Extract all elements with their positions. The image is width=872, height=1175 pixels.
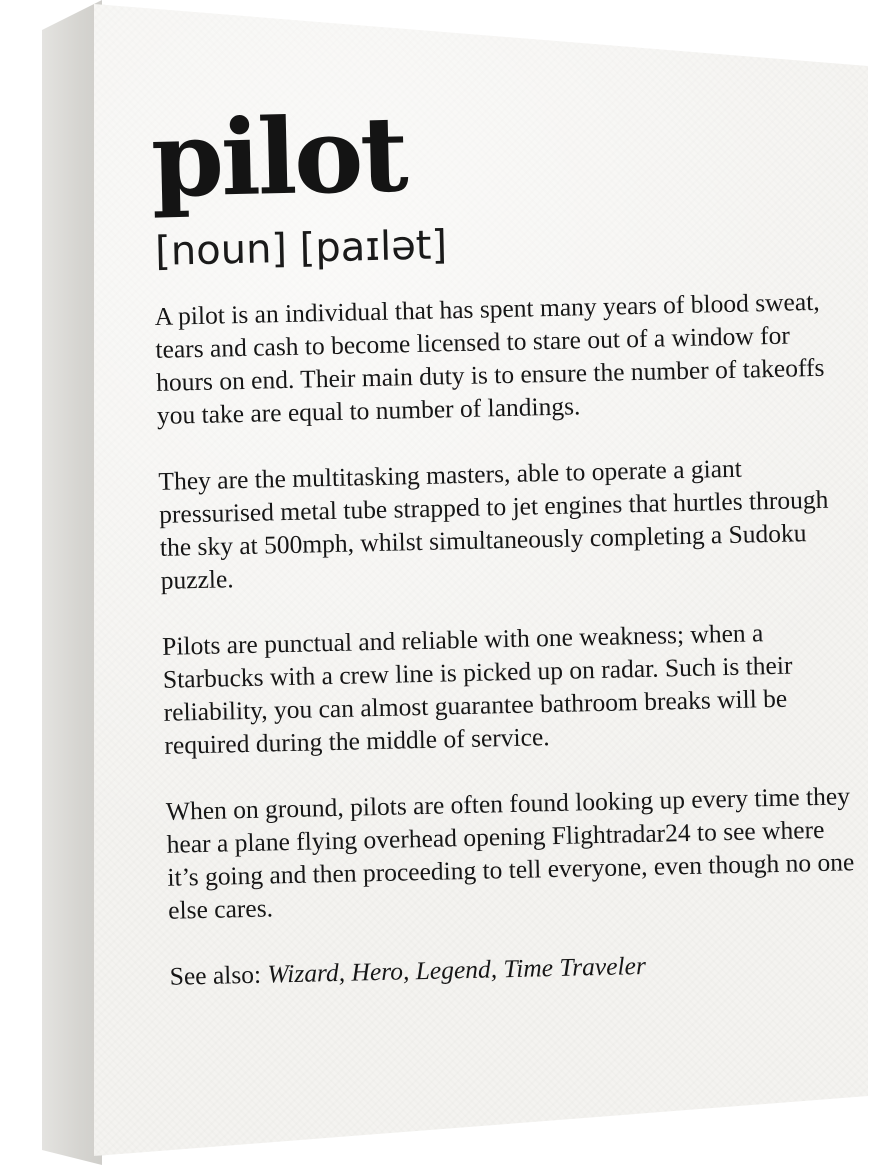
definition-paragraph-1: A pilot is an individual that has spent many years of blood sweat, tears and cash to become licensed to stare out of a window for hours on end. Their main duty is to ensure the number of takeoffs you take are equal to number of landings. <box>154 286 825 430</box>
definition-paragraph-3: Pilots are punctual and reliable with one weakness; when a Starbucks with a crew line is picked up on radar. Such is their reliability, you can almost guarantee bathroom breaks will be required during the middle of service. <box>161 618 793 760</box>
definition-paragraph-2: They are the multitasking masters, able to operate a giant pressurised metal tube strapped to jet engines that hurtles through the sky at 500mph, whilst simultaneously completing a Sudoku puzzle. <box>158 453 829 595</box>
definition-paragraph-4: When on ground, pilots are often found looking up every time they hear a plane flying overhead opening Flightradar24 to see where it’s going and then proceeding to tell everyone, even though no one else cares. <box>165 781 855 925</box>
see-also-label: See also: <box>169 959 262 991</box>
definition-text-block <box>150 92 860 992</box>
canvas-side-edge <box>42 0 102 1165</box>
pronunciation: [noun] [paɪlət] <box>154 222 448 275</box>
definition-word: pilot <box>149 92 407 221</box>
see-also-terms: Wizard, Hero, Legend, Time Traveler <box>267 950 647 989</box>
